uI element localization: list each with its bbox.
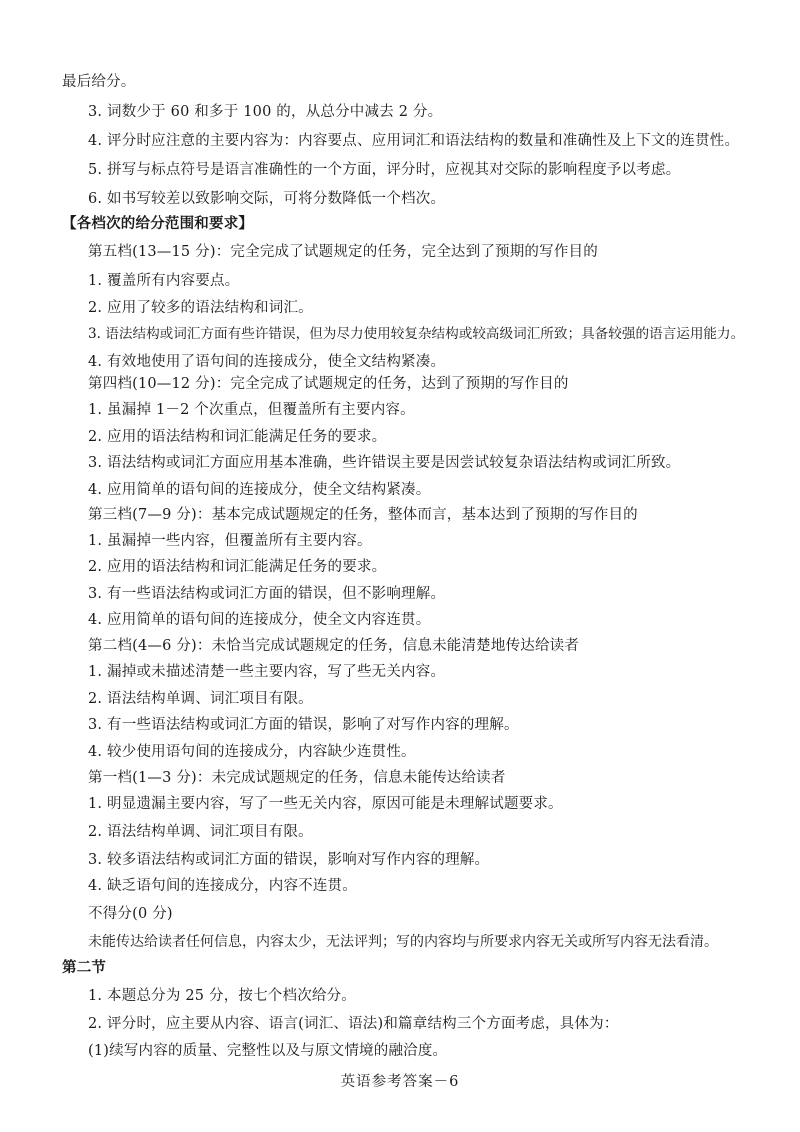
text-line: 4. 有效地使用了语句间的连接成分，使全文结构紧凑。 bbox=[88, 354, 446, 370]
text-line: 2. 应用的语法结构和词汇能满足任务的要求。 bbox=[88, 429, 387, 445]
text-line: 1. 覆盖所有内容要点。 bbox=[88, 273, 240, 289]
text-line: 1. 虽漏掉一些内容，但覆盖所有主要内容。 bbox=[88, 533, 372, 549]
level-heading: 第一档(1—3 分)：未完成试题规定的任务，信息未能传达给读者 bbox=[88, 770, 506, 786]
text-line: 3. 有一些语法结构或词汇方面的错误，但不影响理解。 bbox=[88, 586, 446, 602]
text-line: 4. 缺乏语句间的连接成分，内容不连贯。 bbox=[88, 878, 357, 894]
text-line: 2. 语法结构单调、词汇项目有限。 bbox=[88, 824, 313, 840]
page-footer: 英语参考答案－6 bbox=[340, 1074, 460, 1090]
text-line: (1)续写内容的质量、完整性以及与原文情境的融洽度。 bbox=[88, 1043, 448, 1059]
text-line: 1. 明显遗漏主要内容，写了一些无关内容，原因可能是未理解试题要求。 bbox=[88, 796, 563, 812]
text-line: 3. 较多语法结构或词汇方面的错误，影响对写作内容的理解。 bbox=[88, 852, 490, 868]
text-line: 3. 语法结构或词汇方面应用基本准确，些许错误主要是因尝试较复杂语法结构或词汇所致。 bbox=[88, 455, 681, 471]
section-heading: 第二节 bbox=[62, 960, 107, 976]
section-heading: 【各档次的给分范围和要求】 bbox=[62, 216, 254, 232]
text-line: 1. 漏掉或未描述清楚一些主要内容，写了些无关内容。 bbox=[88, 664, 446, 680]
text-line: 4. 应用简单的语句间的连接成分，使全文内容连贯。 bbox=[88, 612, 431, 628]
text-line: 2. 语法结构单调、词汇项目有限。 bbox=[88, 691, 313, 707]
text-line: 3. 有一些语法结构或词汇方面的错误，影响了对写作内容的理解。 bbox=[88, 717, 519, 733]
text-line: 2. 评分时，应主要从内容、语言(词汇、语法)和篇章结构三个方面考虑，具体为： bbox=[88, 1016, 619, 1032]
text-line: 3. 语法结构或词汇方面有些许错误，但为尽力使用较复杂结构或较高级词汇所致；具备较强的语言运用能力。 bbox=[88, 326, 745, 342]
level-heading: 第四档(10—12 分)：完全完成了试题规定的任务，达到了预期的写作目的 bbox=[88, 376, 569, 392]
text-line: 2. 应用了较多的语法结构和词汇。 bbox=[88, 300, 313, 316]
level-heading: 第五档(13—15 分)：完全完成了试题规定的任务，完全达到了预期的写作目的 bbox=[88, 244, 598, 260]
text-line: 未能传达给读者任何信息，内容太少，无法评判；写的内容均与所要求内容无关或所写内容无法看清。 bbox=[88, 934, 718, 950]
text-line: 3. 词数少于 60 和多于 100 的，从总分中减去 2 分。 bbox=[88, 104, 443, 120]
level-heading: 第二档(4—6 分)：未恰当完成试题规定的任务，信息未能清楚地传达给读者 bbox=[88, 638, 580, 654]
text-line: 4. 较少使用语句间的连接成分，内容缺少连贯性。 bbox=[88, 744, 416, 760]
level-heading: 第三档(7—9 分)：基本完成试题规定的任务，整体而言，基本达到了预期的写作目的 bbox=[88, 507, 638, 523]
text-line: 6. 如书写较差以致影响交际，可将分数降低一个档次。 bbox=[88, 191, 446, 207]
text-line: 1. 本题总分为 25 分，按七个档次给分。 bbox=[88, 988, 357, 1004]
level-heading: 不得分(0 分) bbox=[88, 906, 173, 922]
text-line: 4. 应用简单的语句间的连接成分，使全文结构紧凑。 bbox=[88, 482, 431, 498]
text-line: 2. 应用的语法结构和词汇能满足任务的要求。 bbox=[88, 559, 387, 575]
text-line: 4. 评分时应注意的主要内容为：内容要点、应用词汇和语法结构的数量和准确性及上下文的连贯性。 bbox=[88, 133, 740, 149]
text-line: 最后给分。 bbox=[62, 74, 136, 90]
text-line: 1. 虽漏掉 1－2 个次重点，但覆盖所有主要内容。 bbox=[88, 402, 415, 418]
text-line: 5. 拼写与标点符号是语言准确性的一个方面，评分时，应视其对交际的影响程度予以考虑。 bbox=[88, 162, 681, 178]
